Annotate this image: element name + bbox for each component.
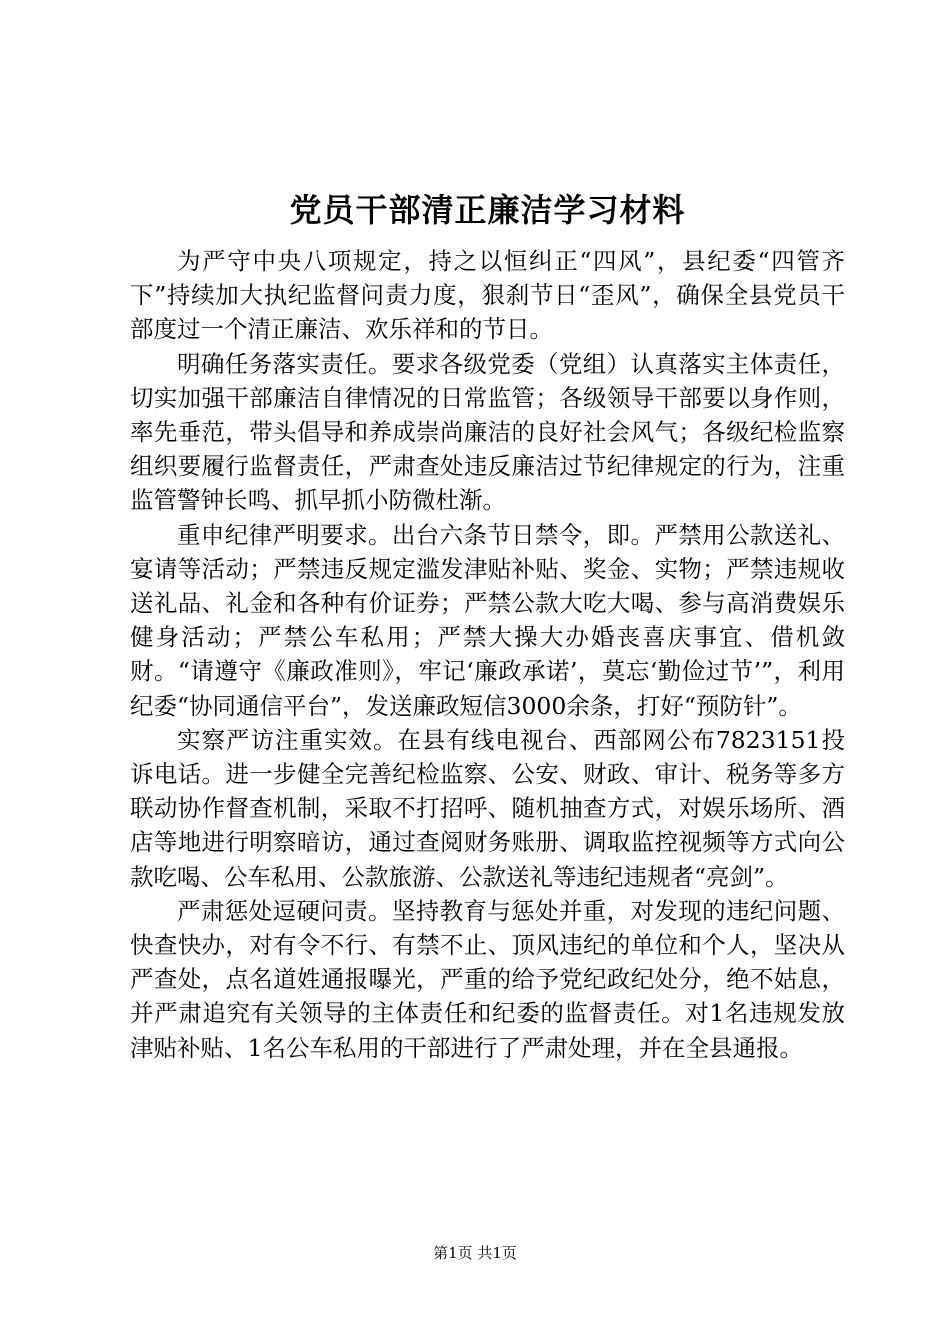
paragraph-responsibility: 明确任务落实责任。要求各级党委（党组）认真落实主体责任，切实加强干部廉洁自律情况的日常监管；各级领导干部要以身作则，率先垂范，带头倡导和养成崇尚廉洁的良好社会风气；各级纪检监察组织要履行监督责任，严肃查处违反廉洁过节纪律规定的行为，注重监管警钟长鸣、抓早抓小防微杜渐。: [130, 349, 845, 515]
paragraph-accountability: 严肃惩处逗硬问责。坚持教育与惩处并重，对发现的违纪问题、快查快办，对有令不行、有禁不止、顶风违纪的单位和个人，坚决从严查处，点名道姓通报曝光，严重的给予党纪政纪处分，绝不姑息，并严肃追究有关领导的主体责任和纪委的监督责任。对1名违规发放津贴补贴、1名公车私用的干部进行了严肃处理，并在全县通报。: [130, 896, 845, 1062]
paragraph-discipline: 重申纪律严明要求。出台六条节日禁令，即。严禁用公款送礼、宴请等活动；严禁违反规定滥发津贴补贴、奖金、实物；严禁违规收送礼品、礼金和各种有价证券；严禁公款大吃大喝、参与高消费娱乐健身活动；严禁公车私用；严禁大操大办婚丧喜庆事宜、借机敛财。“请遵守《廉政准则》，牢记‘廉政承诺’，莫忘‘勤俭过节’”，利用纪委“协同通信平台”，发送廉政短信3000余条，打好“预防针”。: [130, 520, 845, 720]
page-number-footer: 第1页 共1页: [433, 1244, 517, 1262]
paragraph-intro: 为严守中央八项规定，持之以恒纠正“四风”，县纪委“四管齐下”持续加大执纪监督问责力度，狠刹节日“歪风”，确保全县党员干部度过一个清正廉洁、欢乐祥和的节日。: [130, 247, 845, 344]
document-title: 党员干部清正廉洁学习材料: [289, 191, 686, 229]
document-body: [130, 188, 845, 1065]
paragraph-inspection: 实察严访注重实效。在县有线电视台、西部网公布7823151投诉电话。进一步健全完善纪检监察、公安、财政、审计、税务等多方联动协作督查机制，采取不打招呼、随机抽查方式，对娱乐场所、酒店等地进行明察暗访，通过查阅财务账册、调取监控视频等方式向公款吃喝、公车私用、公款旅游、公款送礼等违纪违规者“亮剑”。: [130, 725, 845, 891]
